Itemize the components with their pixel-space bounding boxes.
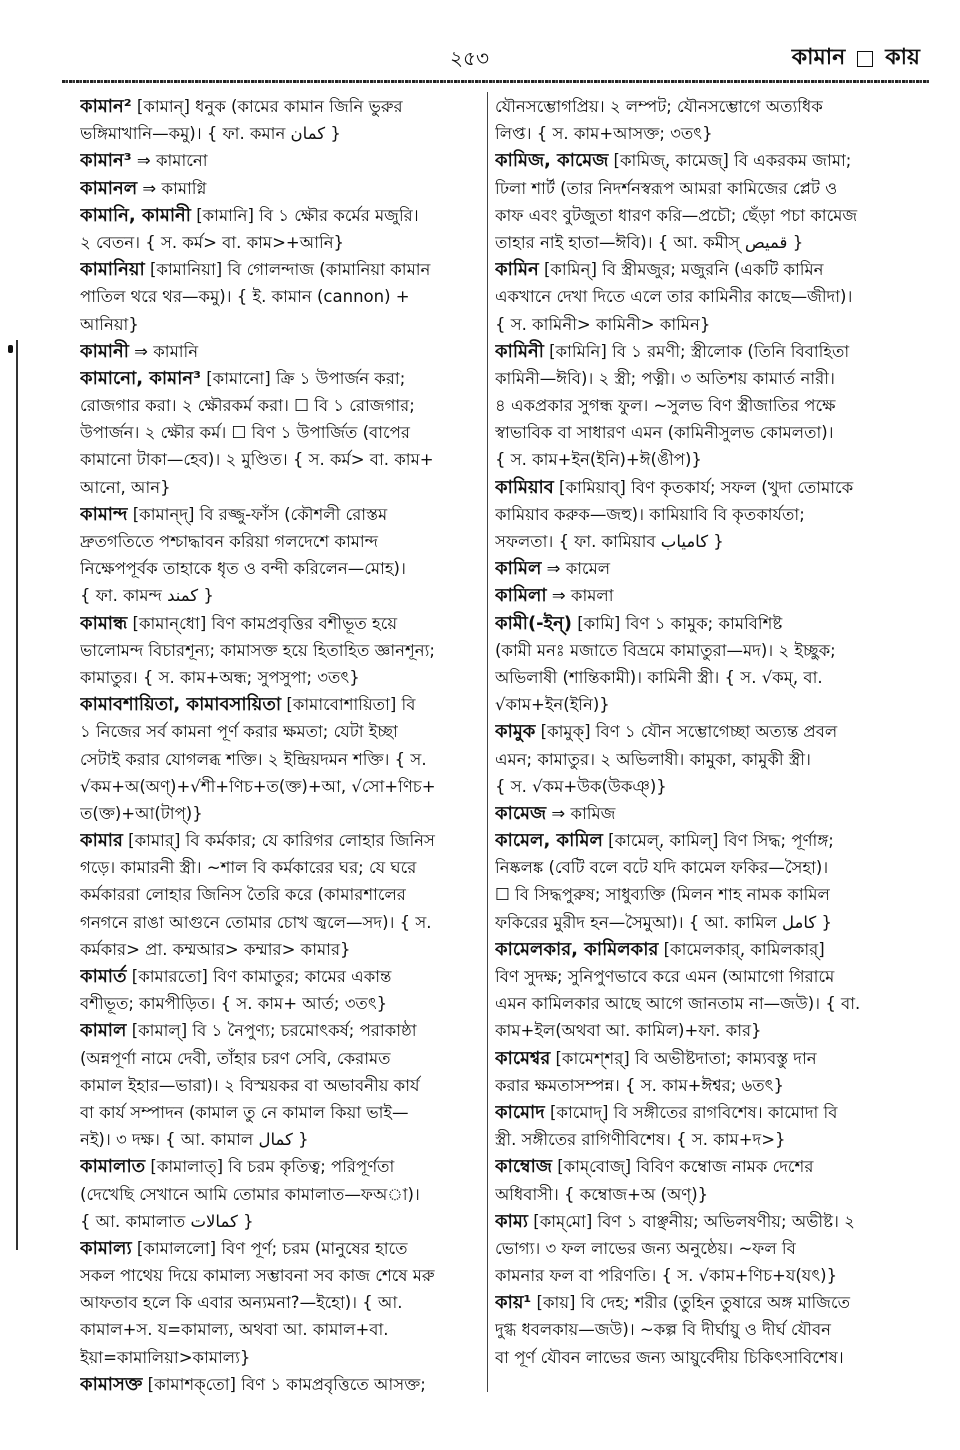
dictionary-line — [80, 392, 480, 419]
margin-mark — [16, 340, 18, 1250]
dictionary-line — [80, 936, 480, 963]
definition-text: পাতিল থরে থর—কমু)। { ই. কামান (cannon) + — [80, 287, 410, 307]
dictionary-line — [495, 392, 925, 419]
dictionary-line — [495, 990, 925, 1017]
definition-text: নিষ্কলঙ্ক (বেটি বলে বটে যদি কামেল ফকির—সৈহা)। — [495, 858, 829, 878]
dictionary-line — [495, 936, 925, 963]
headword: কামাল্য — [80, 1237, 132, 1259]
dictionary-line — [80, 1017, 480, 1044]
definition-text: কামনার ফল বা পরিণতি। { স. √কাম+ণিচ+য(যৎ)} — [495, 1266, 838, 1286]
definition-text: ⇒ কামেল — [541, 559, 611, 579]
headword: কাম্বোজ — [495, 1156, 552, 1178]
definition-text: কর্মকার> প্রা. কম্মআর> কম্মার> কামার} — [80, 939, 351, 959]
definition-text: [কামালাত্] বি চরম কৃতিত্ব; পরিপূর্ণতা — [145, 1157, 395, 1177]
dictionary-line — [80, 528, 480, 555]
dictionary-line — [80, 746, 480, 773]
dictionary-line — [80, 1208, 480, 1235]
dictionary-line — [495, 1262, 925, 1289]
definition-text: ফকিরের মুরীদ হন—সৈমুআ)। { আ. কামিল کامل } — [495, 912, 832, 932]
headword: কামেজ — [495, 802, 547, 824]
definition-text: অধিবাসী। { কম্বোজ+অ (অণ্)} — [495, 1184, 709, 1204]
definition-text: ⇒ কামিজ — [546, 803, 616, 823]
definition-text: অভিলাষী (শান্তিকামী)। কামিনী স্ত্রী। { স. √কম্, বা. — [495, 667, 823, 687]
definition-text: ২ বেতন। { স. কর্ম> বা. কাম>+আনি} — [80, 232, 345, 252]
definition-text: ৪ একপ্রকার সুগন্ধ ফুল। ~সুলভ বিণ স্ত্রীজাতির পক্ষে — [495, 396, 836, 416]
dictionary-line — [495, 1072, 925, 1099]
dictionary-line — [80, 854, 480, 881]
headword: কামানো, কামান³ — [80, 367, 201, 389]
dictionary-line — [495, 854, 925, 881]
definition-text: উপার্জন। ২ ক্ষৌর কর্ম। ☐ বিণ ১ উপার্জিত (বাপের — [80, 423, 410, 443]
definition-text: লিপ্ত। { স. কাম+আসক্ত; ৩তৎ} — [495, 124, 713, 144]
dictionary-line — [495, 718, 925, 745]
dictionary-line — [495, 446, 925, 473]
dictionary-line — [495, 555, 925, 582]
definition-text: স্ত্রী. সঙ্গীতের রাগিণীবিশেষ। { স. কাম+দ>} — [495, 1130, 786, 1150]
definition-text: আফতাব হলে কি এবার অন্যমনা?—ইহো)। { আ. — [80, 1293, 403, 1313]
definition-text: গনগনে রাঙা আগুনে তোমার চোখ জ্বলে—সদ)। { স. — [80, 912, 432, 932]
dictionary-line — [495, 120, 925, 147]
dictionary-line — [80, 120, 480, 147]
definition-text: একখানে দেখা দিতে এলে তার কামিনীর কাছে—জীদা)। — [495, 287, 853, 307]
headword: কামার্ত — [80, 966, 127, 987]
dictionary-line — [495, 1344, 925, 1371]
dictionary-line — [495, 311, 925, 338]
definition-text: সেটাই করার যোগলব্ধ শক্তি। ২ ইন্দ্রিয়দমন শক্তি। { স. — [80, 749, 427, 769]
dictionary-line — [80, 229, 480, 256]
dictionary-line — [80, 365, 480, 392]
dictionary-line — [80, 419, 480, 446]
dictionary-line — [80, 773, 480, 800]
definition-text: এমন; কামাতুর। ২ অভিলাষী। কামুকা, কামুকী স্ত্রী। — [495, 749, 811, 769]
dictionary-line — [495, 691, 925, 718]
headword: কামান্দ — [80, 503, 128, 525]
definition-text: ত(ক্ত)+আ(টাপ্)} — [80, 803, 203, 823]
dictionary-line — [495, 800, 925, 827]
dictionary-line — [80, 147, 480, 174]
headword: কামার — [80, 830, 123, 852]
dictionary-line — [495, 1017, 925, 1044]
definition-text: কামিয়াব করুক—জহু)। কামিয়াবি বি কৃতকার্যতা; — [495, 504, 805, 524]
definition-text: আনিয়া} — [80, 314, 139, 334]
definition-text: [কামিন্] বি স্ত্রীমজুর; মজুরনি (একটি কামিন — [538, 260, 824, 280]
dictionary-line — [80, 1235, 480, 1262]
left-column — [80, 93, 480, 1398]
definition-text: (কামী মনঃ মজাতে বিভ্রমে কামাতুরা—মদ)। ২ ইচ্ছুক; — [495, 640, 836, 660]
definition-text: [কাম্‌মো] বিণ ১ বাঞ্ছনীয়; অভিলষণীয়; অভীষ্ট। ২ — [528, 1211, 855, 1231]
headword: কামাল — [80, 1020, 127, 1042]
dictionary-line — [495, 1045, 925, 1072]
definition-text: ⇒ কামানি — [128, 341, 199, 361]
definition-text: [কামেল্, কামিল্] বিণ সিদ্ধ; পূর্ণাঙ্গ; — [602, 831, 834, 851]
dictionary-line — [80, 1262, 480, 1289]
definition-text: [কামিজ্, কামেজ্] বি একরকম জামা; — [608, 151, 852, 171]
definition-text: করার ক্ষমতাসম্পন্ন। { স. কাম+ঈশ্বর; ৬তৎ} — [495, 1075, 784, 1095]
headword: কামাবশায়িতা, কামাবসায়িতা — [80, 694, 282, 716]
headword: কামুক — [495, 721, 536, 743]
dictionary-line — [80, 256, 480, 283]
dictionary-line — [80, 202, 480, 229]
definition-text: নিক্ষেপপূর্বক তাহাকে ধৃত ও বন্দী করিলেন—মোহ)। — [80, 559, 406, 579]
guide-word-last: কায় — [885, 45, 920, 70]
dictionary-line — [495, 610, 925, 637]
dictionary-line — [80, 1371, 480, 1398]
dictionary-line — [80, 501, 480, 528]
dictionary-line — [80, 827, 480, 854]
definition-text: [কামেশ্‌শর্] বি অভীষ্টদাতা; কাম্যবস্তু দান — [550, 1048, 817, 1068]
definition-text: [কামার্] বি কর্মকার; যে কারিগর লোহার জিনিস — [122, 831, 435, 851]
headword: কামান্ধ — [80, 612, 128, 634]
headword: কামানিয়া — [80, 259, 145, 281]
dictionary-line — [495, 528, 925, 555]
definition-text: { ফা. কামন্দ کمند } — [80, 586, 214, 606]
dictionary-line — [495, 93, 925, 120]
definition-text: ⇒ কামলা — [546, 586, 614, 606]
headword: কামেল, কামিল — [495, 830, 603, 852]
definition-text: [কামানি] বি ১ ক্ষৌর কর্মের মজুরি। — [190, 205, 419, 225]
definition-text: [কামান্দ্] বি রজ্জু-ফাঁস (কৌশলী রোস্তম — [127, 504, 388, 524]
definition-text: [কায়] বি দেহ; শরীর (তুহিন তুষারে অঙ্গ মাজিতে — [531, 1293, 851, 1313]
definition-text: [কামান্] ধনুক (কামের কামান জিনি ভুরুর — [131, 97, 403, 116]
headword: কামিয়াব — [495, 476, 554, 498]
dictionary-line — [80, 800, 480, 827]
dictionary-line — [495, 338, 925, 365]
dictionary-line — [495, 1181, 925, 1208]
headword: কামানল — [80, 177, 138, 199]
definition-text: [কামানিয়া] বি গোলন্দাজ (কামানিয়া কামান — [144, 260, 431, 280]
definition-text: ভোগ্য। ৩ ফল লাভের জন্য অনুষ্ঠেয়। ~ফল বি — [495, 1238, 796, 1258]
dictionary-line — [495, 1099, 925, 1126]
headword: কামাসক্ত — [80, 1373, 143, 1395]
dictionary-line — [80, 93, 480, 120]
headword: কামানি, কামানী — [80, 204, 191, 226]
definition-text: দ্রুতগতিতে পশ্চাদ্ধাবন করিয়া গলদেশে কামান্দ — [80, 532, 378, 551]
headword: কামান² — [80, 96, 132, 117]
definition-text: [কামাল্] বি ১ নৈপুণ্য; চরমোৎকর্ষ; পরাকাষ্ঠা — [126, 1021, 417, 1041]
dictionary-line — [495, 881, 925, 908]
header-rule — [62, 80, 930, 83]
dictionary-line — [495, 1235, 925, 1262]
definition-text: ঢিলা শার্ট (তার নিদর্শনস্বরূপ আমরা কামিজের প্লেট ও — [495, 178, 838, 198]
guide-separator-box — [857, 51, 873, 67]
headword: কামেশ্বর — [495, 1047, 551, 1069]
definition-text: নই)। ৩ দক্ষ। { আ. কামাল کمال } — [80, 1130, 309, 1150]
dictionary-line — [495, 1316, 925, 1343]
dictionary-line — [80, 1045, 480, 1072]
definition-text: রোজগার করা। ২ ক্ষৌরকর্ম করা। ☐ বি ১ রোজগার; — [80, 396, 415, 416]
definition-text: এমন কামিলকার আছে আগে জানতাম না—জউ)। { বা. — [495, 994, 861, 1014]
definition-text: ইয়া=কামালিয়া>কামাল্য} — [80, 1347, 251, 1367]
dictionary-line — [80, 990, 480, 1017]
headword: কামী(-ইন্) — [495, 612, 572, 634]
headword: কামিলা — [495, 585, 547, 607]
dictionary-line — [80, 1289, 480, 1316]
dictionary-line — [80, 474, 480, 501]
dictionary-line — [495, 746, 925, 773]
definition-text: ভালোমন্দ বিচারশূন্য; কামাসক্ত হয়ে হিতাহিত জ্ঞানশূন্য; — [80, 640, 435, 660]
definition-text: ☐ বি সিদ্ধপুরুষ; সাধুব্যক্তি (মিলন শাহ নামক কামিল — [495, 885, 830, 905]
dictionary-line — [80, 1181, 480, 1208]
definition-text: ভঙ্গিমাখানি—কমু)। { ফা. কমান کمان } — [80, 124, 341, 144]
definition-text: [কামাশক্‌তো] বিণ ১ কামপ্রবৃত্তিতে আসক্ত; — [142, 1374, 426, 1394]
dictionary-line — [495, 963, 925, 990]
headword: কামিজ, কামেজ — [495, 150, 609, 172]
dictionary-line — [495, 147, 925, 174]
dictionary-line — [80, 555, 480, 582]
definition-text: গড়ে। কামারনী স্ত্রী। ~শাল বি কর্মকারের ঘর; যে ঘরে — [80, 858, 417, 878]
definition-text: কামাতুর। { স. কাম+অন্ধ; সুপসুপা; ৩তৎ} — [80, 667, 360, 687]
dictionary-line — [495, 175, 925, 202]
dictionary-line — [80, 338, 480, 365]
dictionary-line — [80, 691, 480, 718]
headword: কামিনী — [495, 340, 544, 362]
definition-text: { স. কামিনী> কামিনী> কামিন} — [495, 314, 711, 334]
dictionary-line — [80, 446, 480, 473]
definition-text: দুগ্ধ ধবলকায়—জউ)। ~কল্প বি দীর্ঘায়ু ও দীর্ঘ যৌবন — [495, 1320, 831, 1340]
definition-text: যৌনসম্ভোগপ্রিয়। ২ লম্পট; যৌনসম্ভোগে অত্যধিক — [495, 97, 823, 116]
definition-text: √কাম+ইন(ইনি)} — [495, 695, 610, 715]
dictionary-line — [495, 773, 925, 800]
dictionary-line — [495, 256, 925, 283]
definition-text: ⇒ কামাগ্নি — [137, 178, 207, 198]
headword: কামান³ — [80, 150, 132, 172]
dictionary-line — [495, 283, 925, 310]
headword: কাম্য — [495, 1210, 529, 1232]
definition-text: [কাম্‌বোজ্] বিবিণ কম্বোজ নামক দেশের — [551, 1157, 814, 1177]
guide-word-first: কামান — [791, 45, 846, 70]
definition-text: বা পূর্ণ যৌবন লাভের জন্য আয়ুর্বেদীয় চিকিৎসাবিশেষ। — [495, 1347, 844, 1367]
definition-text: কাম+ইল(অথবা আ. কামিল)+ফা. কার} — [495, 1021, 762, 1041]
guide-words — [792, 40, 920, 77]
definition-text: [কামি] বিণ ১ কামুক; কামবিশিষ্ট — [572, 613, 783, 633]
definition-text: [কামেলকার্, কামিলকার্] — [658, 939, 825, 959]
definition-text: স্বাভাবিক বা সাধারণ এমন (কামিনীসুলভ কোমলতা)। — [495, 423, 834, 443]
dictionary-line — [80, 963, 480, 990]
dictionary-line — [80, 1153, 480, 1180]
dictionary-line — [495, 827, 925, 854]
dictionary-line — [495, 419, 925, 446]
dictionary-line — [495, 1126, 925, 1153]
definition-text: [কামাবোশায়িতা] বি — [281, 695, 416, 715]
definition-text: কামানো টাকা—হেব)। ২ মুণ্ডিত। { স. কর্ম> বা. কাম+ — [80, 450, 434, 470]
definition-text: [কামুক্] বিণ ১ যৌন সম্ভোগেচ্ছা অত্যন্ত প্রবল — [535, 722, 838, 742]
dictionary-line — [495, 637, 925, 664]
definition-text: ⇒ কামানো — [131, 151, 208, 171]
dictionary-line — [495, 664, 925, 691]
headword: কামেলকার, কামিলকার — [495, 938, 659, 960]
definition-text: কামিনী—ঈবি)। ২ স্ত্রী; পত্নী। ৩ অতিশয় কামার্ত নারী। — [495, 368, 835, 388]
definition-text: তাহার নাই হাতা—ঈবি)। { আ. কমীস্ قميص } — [495, 232, 804, 252]
dictionary-line — [80, 718, 480, 745]
dictionary-line — [80, 881, 480, 908]
definition-text: (অন্নপূর্ণা নামে দেবী, তাঁহার চরণ সেবি, কেরামত — [80, 1048, 391, 1068]
definition-text: বশীভূত; কামপীড়িত। { স. কাম+ আর্ত; ৩তৎ} — [80, 994, 388, 1014]
definition-text: { স. √কম+উক(উকঞ্)} — [495, 776, 667, 796]
headword: কামালাত — [80, 1156, 146, 1178]
definition-text: কামাল+স. য=কামাল্য, অথবা আ. কামাল+বা. — [80, 1320, 389, 1340]
margin-dot — [8, 345, 13, 353]
definition-text: { আ. কামালাত کمالات } — [80, 1211, 254, 1231]
dictionary-line — [80, 1344, 480, 1371]
dictionary-line — [495, 474, 925, 501]
definition-text: [কামিনি] বি ১ রমণী; স্ত্রীলোক (তিনি বিবাহিতা — [543, 341, 850, 361]
dictionary-line — [495, 1153, 925, 1180]
dictionary-line — [80, 1316, 480, 1343]
dictionary-line — [80, 1072, 480, 1099]
dictionary-line — [80, 175, 480, 202]
dictionary-line — [80, 582, 480, 609]
dictionary-line — [495, 1289, 925, 1316]
dictionary-line — [80, 664, 480, 691]
dictionary-line — [80, 909, 480, 936]
definition-text: √কম+অ(অণ্)+√শী+ণিচ+ত(ক্ত)+আ, √সো+ণিচ+ — [80, 776, 436, 796]
dictionary-line — [495, 1208, 925, 1235]
right-column — [495, 93, 925, 1371]
definition-text: [কামোদ্] বি সঙ্গীতের রাগবিশেষ। কামোদা বি — [544, 1102, 838, 1122]
dictionary-line — [495, 909, 925, 936]
definition-text: সকল পাথেয় দিয়ে কামাল্য সম্ভাবনা সব কাজ শেষে মরু — [80, 1266, 435, 1286]
dictionary-line — [495, 202, 925, 229]
definition-text: [কামারতো] বিণ কামাতুর; কামের একান্ত — [126, 967, 392, 986]
definition-text: বিণ সুদক্ষ; সুনিপুণভাবে করে এমন (আমাগো গিরামে — [495, 967, 835, 986]
definition-text: কামাল ইহার—ভারা)। ২ বিস্ময়কর বা অভাবনীয় কার্য — [80, 1075, 420, 1095]
dictionary-line — [495, 229, 925, 256]
headword: কামানী — [80, 340, 129, 362]
page-number: ২৫৩ — [450, 46, 489, 70]
definition-text: { স. কাম+ইন(ইনি)+ঈ(ঙীপ)} — [495, 450, 702, 470]
definition-text: কাফ এবং বুটজুতা ধারণ করি—প্রচৌ; ছেঁড়া পচা কামেজ — [495, 205, 858, 225]
dictionary-line — [495, 365, 925, 392]
dictionary-line — [80, 637, 480, 664]
headword: কামিন — [495, 259, 539, 281]
definition-text: ১ নিজের সর্ব কামনা পূর্ণ করার ক্ষমতা; যেটা ইচ্ছা — [80, 722, 398, 742]
headword: কামোদ — [495, 1101, 545, 1123]
definition-text: কর্মকাররা লোহার জিনিস তৈরি করে (কামারশালের — [80, 885, 406, 905]
definition-text: [কামিয়াব্] বিণ কৃতকার্য; সফল (খুদা তোমাকে — [553, 477, 854, 497]
dictionary-line — [80, 610, 480, 637]
column-separator — [487, 92, 488, 1392]
dictionary-line — [495, 501, 925, 528]
definition-text: (দেখেছি সেখানে আমি তোমার কামালাত—ফঅা)। — [80, 1184, 420, 1204]
definition-text: [কামানো] ক্রি ১ উপার্জন করা; — [200, 368, 406, 388]
dictionary-line — [80, 311, 480, 338]
definition-text: বা কার্য সম্পাদন (কামাল তু নে কামাল কিয়া ভাই— — [80, 1102, 409, 1122]
dictionary-line — [80, 1126, 480, 1153]
definition-text: [কামান্‌ধো] বিণ কামপ্রবৃত্তির বশীভূত হয়ে — [127, 613, 398, 633]
definition-text: [কামাললো] বিণ পূর্ণ; চরম (মানুষের হাতে — [131, 1238, 408, 1258]
headword: কামিল — [495, 558, 542, 580]
dictionary-line — [80, 283, 480, 310]
dictionary-line — [80, 1099, 480, 1126]
definition-text: আনো, আন} — [80, 477, 171, 497]
dictionary-line — [495, 582, 925, 609]
definition-text: সফলতা। { ফা. কামিয়াব کامیاب } — [495, 532, 724, 551]
headword: কায়¹ — [495, 1292, 532, 1314]
